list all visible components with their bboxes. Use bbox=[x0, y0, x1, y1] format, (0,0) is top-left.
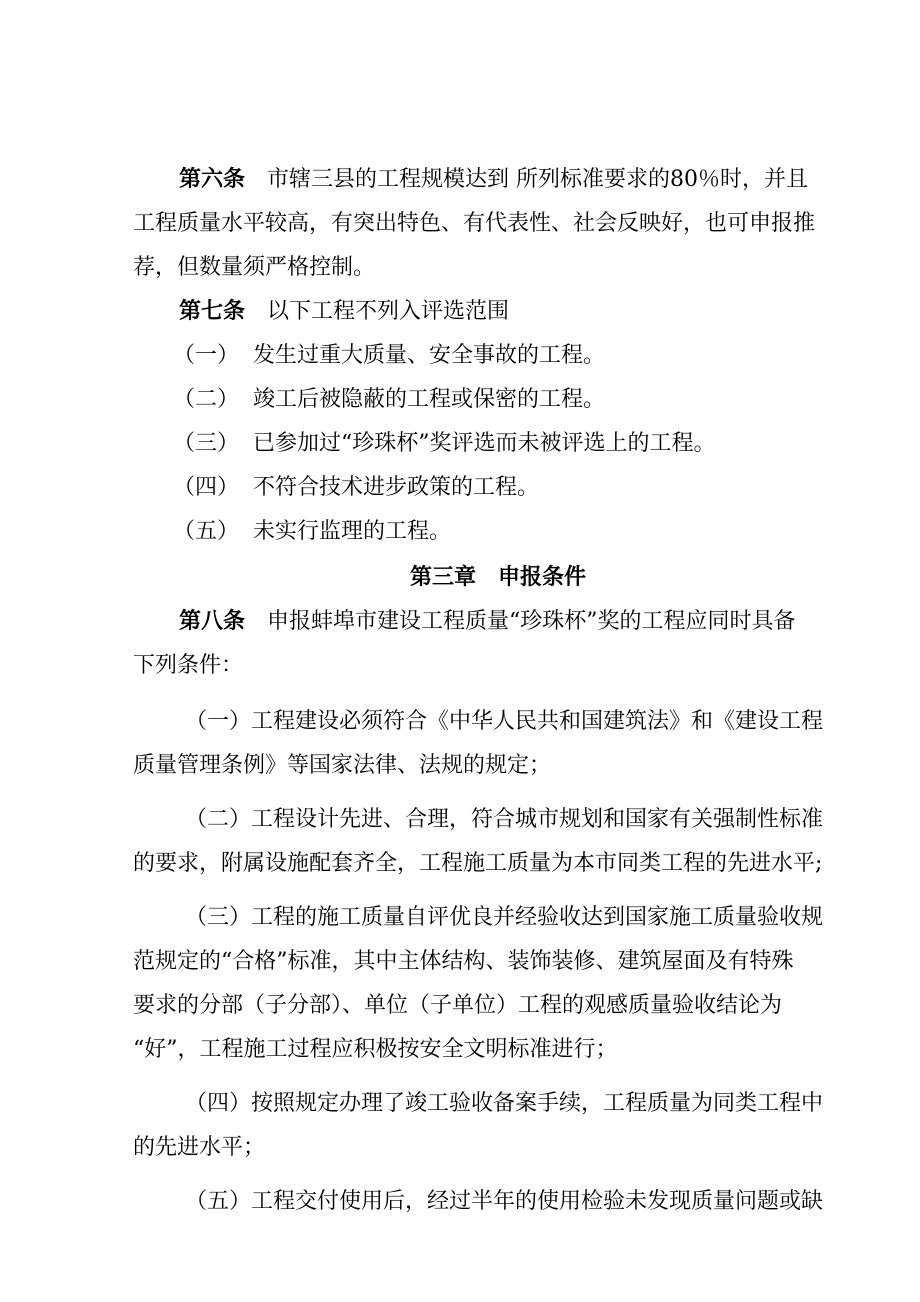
clause-1: （一）工程建设必须符合《中华人民共和国建筑法》和《建设工程 bbox=[185, 709, 824, 734]
clause-3-cont: 范规定的“合格”标准，其中主体结构、装饰装修、建筑屋面及有特殊 bbox=[133, 949, 794, 974]
article-7 bbox=[133, 290, 803, 554]
article-7-item: （二） 竣工后被隐蔽的工程或保密的工程。 bbox=[173, 387, 606, 412]
clause-3-cont: “好”，工程施工过程应积极按安全文明标准进行； bbox=[133, 1037, 618, 1062]
clause-2-cont: 的要求，附属设施配套齐全，工程施工质量为本市同类工程的先进水平; bbox=[133, 851, 823, 876]
article-7-item: （五） 未实行监理的工程。 bbox=[173, 519, 452, 544]
article-7-item: （三） 已参加过“珍珠杯”奖评选而未被评选上的工程。 bbox=[173, 431, 716, 456]
clause-2: （二）工程设计先进、合理，符合城市规划和国家有关强制性标准 bbox=[185, 807, 824, 832]
chapter-title: 申报条件 bbox=[498, 565, 587, 590]
clause-3-cont: 要求的分部（子分部）、单位（子单位）工程的观感质量验收结论为 bbox=[133, 993, 783, 1018]
article-6 bbox=[133, 158, 816, 290]
article-8 bbox=[133, 600, 824, 1224]
article-8-number: 第八条 bbox=[179, 609, 246, 634]
article-6-line-3: 荐，但数量须严格控制。 bbox=[133, 255, 376, 280]
article-6-number: 第六条 bbox=[179, 167, 246, 192]
article-7-number: 第七条 bbox=[179, 299, 246, 324]
clause-3: （三）工程的施工质量自评优良并经验收达到国家施工质量验收规 bbox=[185, 905, 824, 930]
article-6-line-2: 工程质量水平较高，有突出特色、有代表性、社会反映好，也可申报推 bbox=[133, 211, 816, 236]
clause-4: （四）按照规定办理了竣工验收备案手续，工程质量为同类工程中 bbox=[185, 1091, 824, 1116]
article-7-item: （一） 发生过重大质量、安全事故的工程。 bbox=[173, 343, 606, 368]
article-7-item: （四） 不符合技术进步政策的工程。 bbox=[173, 475, 540, 500]
clause-5: （五）工程交付使用后，经过半年的使用检验未发现质量问题或缺 bbox=[185, 1189, 824, 1214]
chapter-heading bbox=[133, 556, 803, 600]
article-8-line-1: 第八条 申报蚌埠市建设工程质量“珍珠杯”奖的工程应同时具备 bbox=[179, 609, 796, 634]
chapter-number: 第三章 bbox=[409, 565, 476, 590]
article-7-heading: 第七条 以下工程不列入评选范围 bbox=[179, 299, 510, 324]
clause-4-cont: 的先进水平； bbox=[133, 1135, 266, 1160]
clause-1-cont: 质量管理条例》等国家法律、法规的规定； bbox=[133, 753, 552, 778]
article-8-line-2: 下列条件： bbox=[133, 653, 244, 678]
article-6-line-1: 第六条 市辖三县的工程规模达到 所列标准要求的80％时，并且 bbox=[179, 167, 809, 192]
